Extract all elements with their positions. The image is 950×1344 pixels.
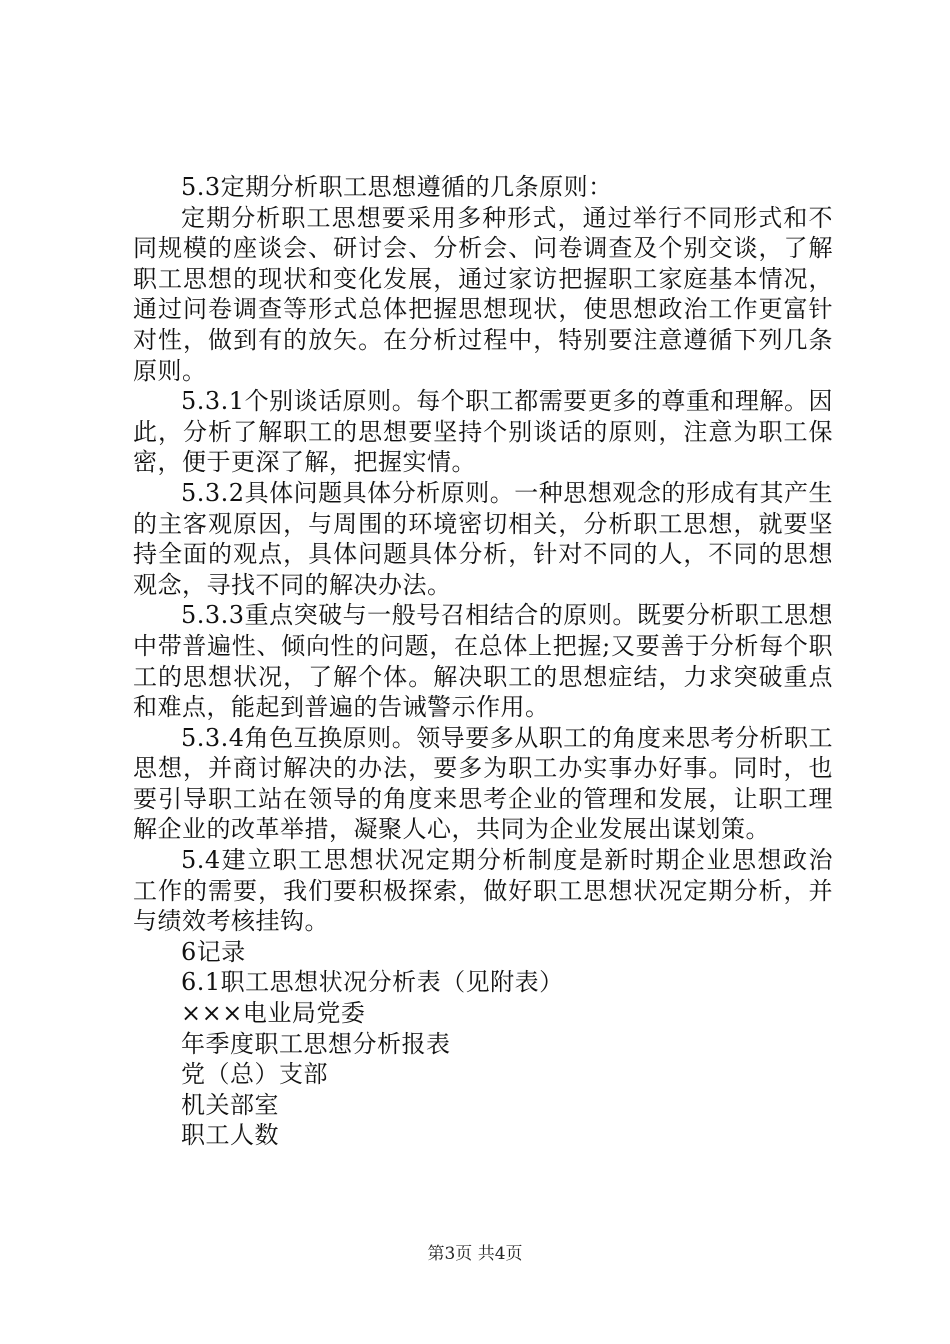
paragraph: 5.4建立职工思想状况定期分析制度是新时期企业思想政治工作的需要，我们要积极探索，做好职工思想状况定期分析，并与绩效考核挂钩。 <box>133 846 833 936</box>
paragraph: 5.3.1个别谈话原则。每个职工都需要更多的尊重和理解。因此，分析了解职工的思想要坚持个别谈话的原则，注意为职工保密，便于更深了解，把握实情。 <box>133 387 833 477</box>
paragraph: 5.3.4角色互换原则。领导要多从职工的角度来思考分析职工思想，并商讨解决的办法，要多为职工办实事办好事。同时，也要引导职工站在领导的角度来思考企业的管理和发展，让职工理解企业的改革举措，凝聚人心，共同为企业发展出谋划策。 <box>133 723 833 844</box>
section-heading: 6记录 <box>181 937 246 966</box>
list-item: 机关部室 <box>181 1090 279 1119</box>
list-item: 职工人数 <box>181 1121 279 1150</box>
list-item: 年季度职工思想分析报表 <box>181 1029 451 1058</box>
document-body <box>133 172 833 1151</box>
list-item: 党（总）支部 <box>181 1060 328 1089</box>
paragraph: 定期分析职工思想要采用多种形式，通过举行不同形式和不同规模的座谈会、研讨会、分析会、问卷调查及个别交谈，了解职工思想的现状和变化发展，通过家访把握职工家庭基本情况，通过问卷调查等形式总体把握思想现状，使思想政治工作更富针对性，做到有的放矢。在分析过程中，特别要注意遵循下列几条原则。 <box>133 203 833 385</box>
paragraph: 5.3.2具体问题具体分析原则。一种思想观念的形成有其产生的主客观原因，与周围的环境密切相关，分析职工思想，就要坚持全面的观点，具体问题具体分析，针对不同的人，不同的思想观念，寻找不同的解决办法。 <box>133 478 833 599</box>
list-item: 6.1职工思想状况分析表（见附表） <box>181 968 564 997</box>
page-number-footer: 第3页 共4页 <box>427 1244 523 1264</box>
list-item: ×××电业局党委 <box>181 999 366 1028</box>
section-heading: 5.3定期分析职工思想遵循的几条原则： <box>181 173 613 201</box>
paragraph: 5.3.3重点突破与一般号召相结合的原则。既要分析职工思想中带普遍性、倾向性的问题，在总体上把握;又要善于分析每个职工的思想状况，了解个体。解决职工的思想症结，力求突破重点和难点，能起到普遍的告诫警示作用。 <box>133 601 833 722</box>
